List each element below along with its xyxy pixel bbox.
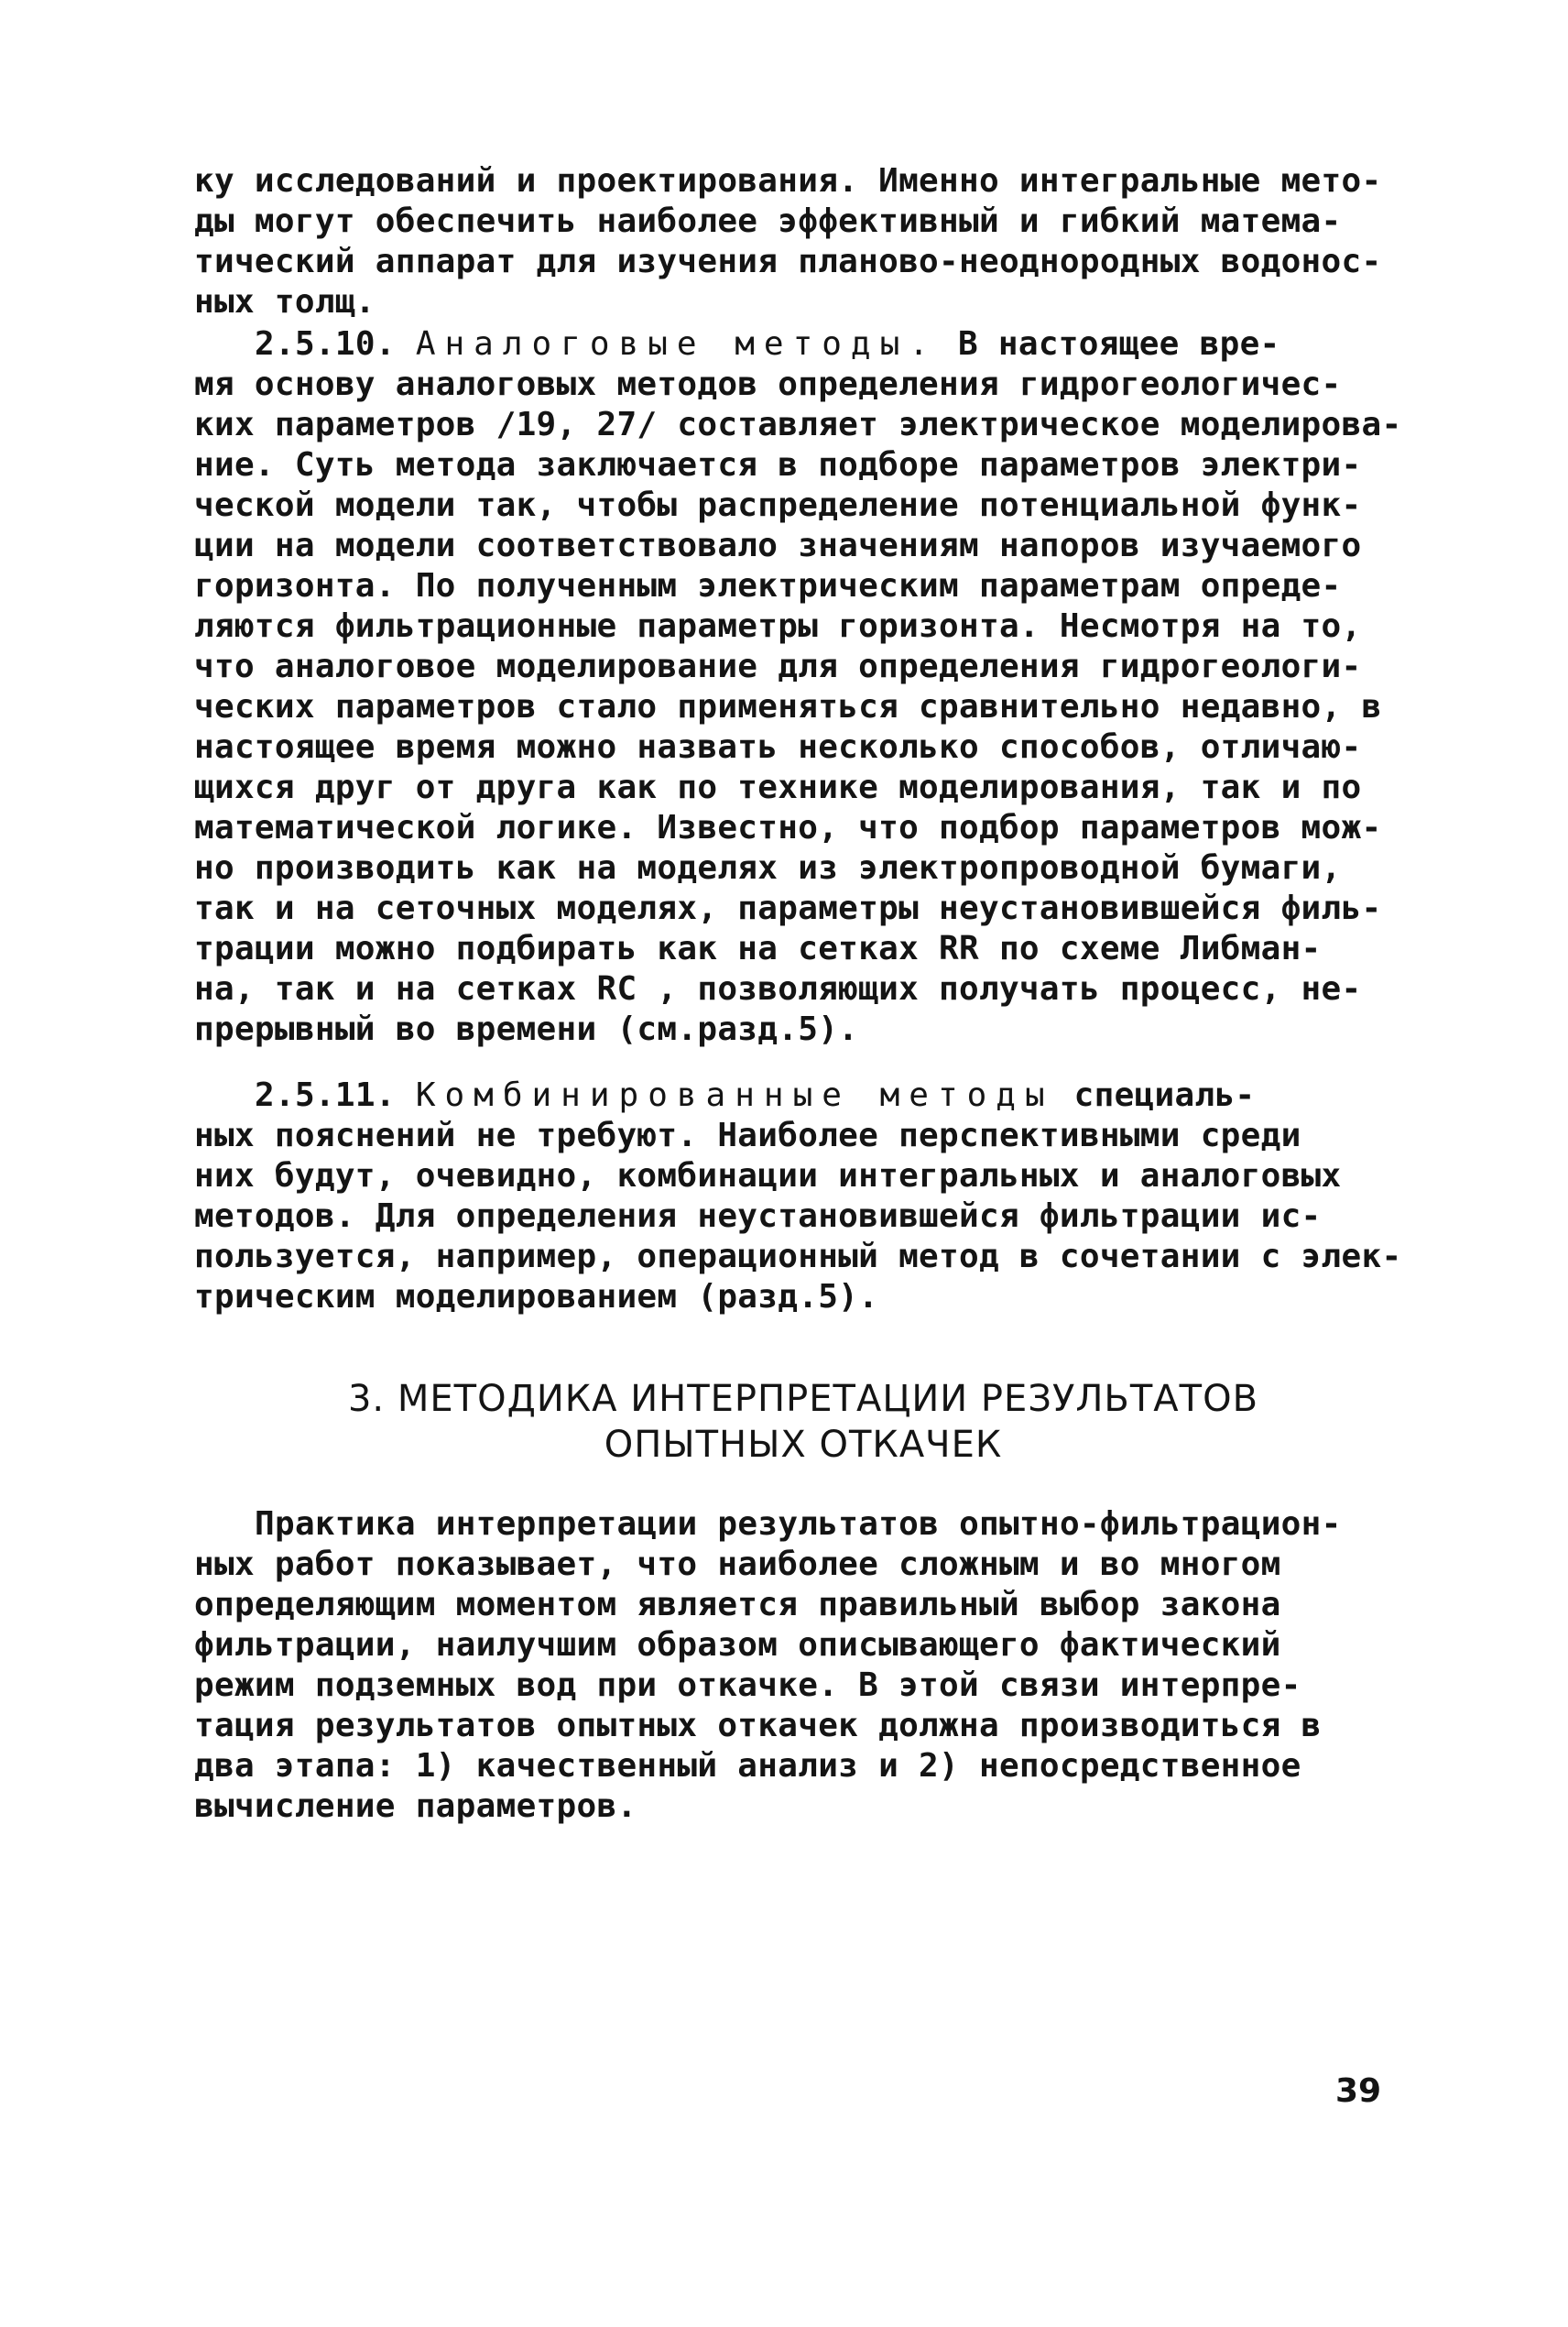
section-first-line [194,1076,1412,1116]
chapter-heading [194,1376,1412,1468]
text-line: но производить как на моделях из электропроводной бумаги, [194,849,1342,887]
text-line: ческих параметров стало применяться сравнительно недавно, в [194,688,1382,726]
page-number: 39 [1335,2072,1382,2110]
text-line: мя основу аналоговых методов определения гидрогеологичес- [194,366,1342,403]
text-line: что аналоговое моделирование для определения гидрогеологи- [194,648,1362,685]
text-line: ных толщ. [194,283,376,321]
text-line: щихся друг от друга как по технике моделирования, так и по [194,769,1362,806]
text-line: прерывный во времени (см.разд.5). [194,1011,859,1048]
chapter-3-paragraph [194,1504,1412,1827]
text-line: ние. Суть метода заключается в подборе параметров электри- [194,446,1362,484]
text-line: пользуется, например, операционный метод в сочетании с элек- [194,1238,1402,1275]
text-line: ных пояснений не требуют. Наиболее перспективными среди [194,1117,1301,1154]
text-line: вычисление параметров. [194,1787,637,1825]
text-line: них будут, очевидно, комбинации интегральных и аналоговых [194,1157,1342,1195]
text-line: математической логике. Известно, что подбор параметров мож- [194,809,1382,847]
chapter-heading-line-2: ОПЫТНЫХ ОТКАЧЕК [604,1424,1003,1466]
text-line: горизонта. По полученным электрическим параметрам опреде- [194,567,1342,605]
text-line: ляются фильтрационные параметры горизонта. Несмотря на то, [194,607,1362,645]
text-line: режим подземных вод при откачке. В этой связи интерпре- [194,1666,1301,1704]
section-2-5-11 [194,1076,1412,1317]
section-number: 2.5.11. [255,1076,396,1114]
text-line: ческой модели так, чтобы распределение потенциальной функ- [194,486,1362,524]
intro-paragraph [194,161,1412,322]
text-line: ных работ показывает, что наиболее сложным и во многом [194,1546,1281,1583]
section-first-line-rest: В настоящее вре- [957,325,1280,363]
text-line: определяющим моментом является правильный выбор закона [194,1586,1281,1623]
text-line: Практика интерпретации результатов опытно-фильтрацион- [255,1505,1342,1543]
text-line: настоящее время можно назвать несколько способов, отличаю- [194,728,1362,766]
section-2-5-10 [194,324,1412,1050]
chapter-heading-line-1: 3. МЕТОДИКА ИНТЕРПРЕТАЦИИ РЕЗУЛЬТАТОВ [347,1378,1259,1420]
text-line: ку исследований и проектирования. Именно интегральные мето- [194,162,1382,200]
text-line: два этапа: 1) качественный анализ и 2) непосредственное [194,1747,1301,1785]
text-line: фильтрации, наилучшим образом описывающего фактический [194,1626,1281,1664]
section-title: Комбинированные методы [415,1076,1054,1114]
section-number: 2.5.10. [255,325,396,363]
text-line: методов. Для определения неустановившейся фильтрации ис- [194,1197,1322,1235]
text-line: тический аппарат для изучения планово-неоднородных водонос- [194,243,1382,280]
section-title: Аналоговые методы. [415,325,938,363]
section-first-line [194,324,1412,365]
text-line: ды могут обеспечить наиболее эффективный и гибкий матема- [194,202,1342,240]
text-line: на, так и на сетках RC , позволяющих получать процесс, не- [194,970,1362,1008]
text-line: так и на сеточных моделях, параметры неустановившейся филь- [194,890,1382,927]
section-first-line-rest: специаль- [1073,1076,1256,1114]
text-line: тация результатов опытных откачек должна производиться в [194,1707,1322,1744]
text-line: ких параметров /19, 27/ составляет электрическое моделирова- [194,406,1402,443]
text-line: ции на модели соответствовало значениям напоров изучаемого [194,527,1362,564]
text-line: трическим моделированием (разд.5). [194,1278,879,1316]
text-line: трации можно подбирать как на сетках RR по схеме Либман- [194,930,1322,967]
